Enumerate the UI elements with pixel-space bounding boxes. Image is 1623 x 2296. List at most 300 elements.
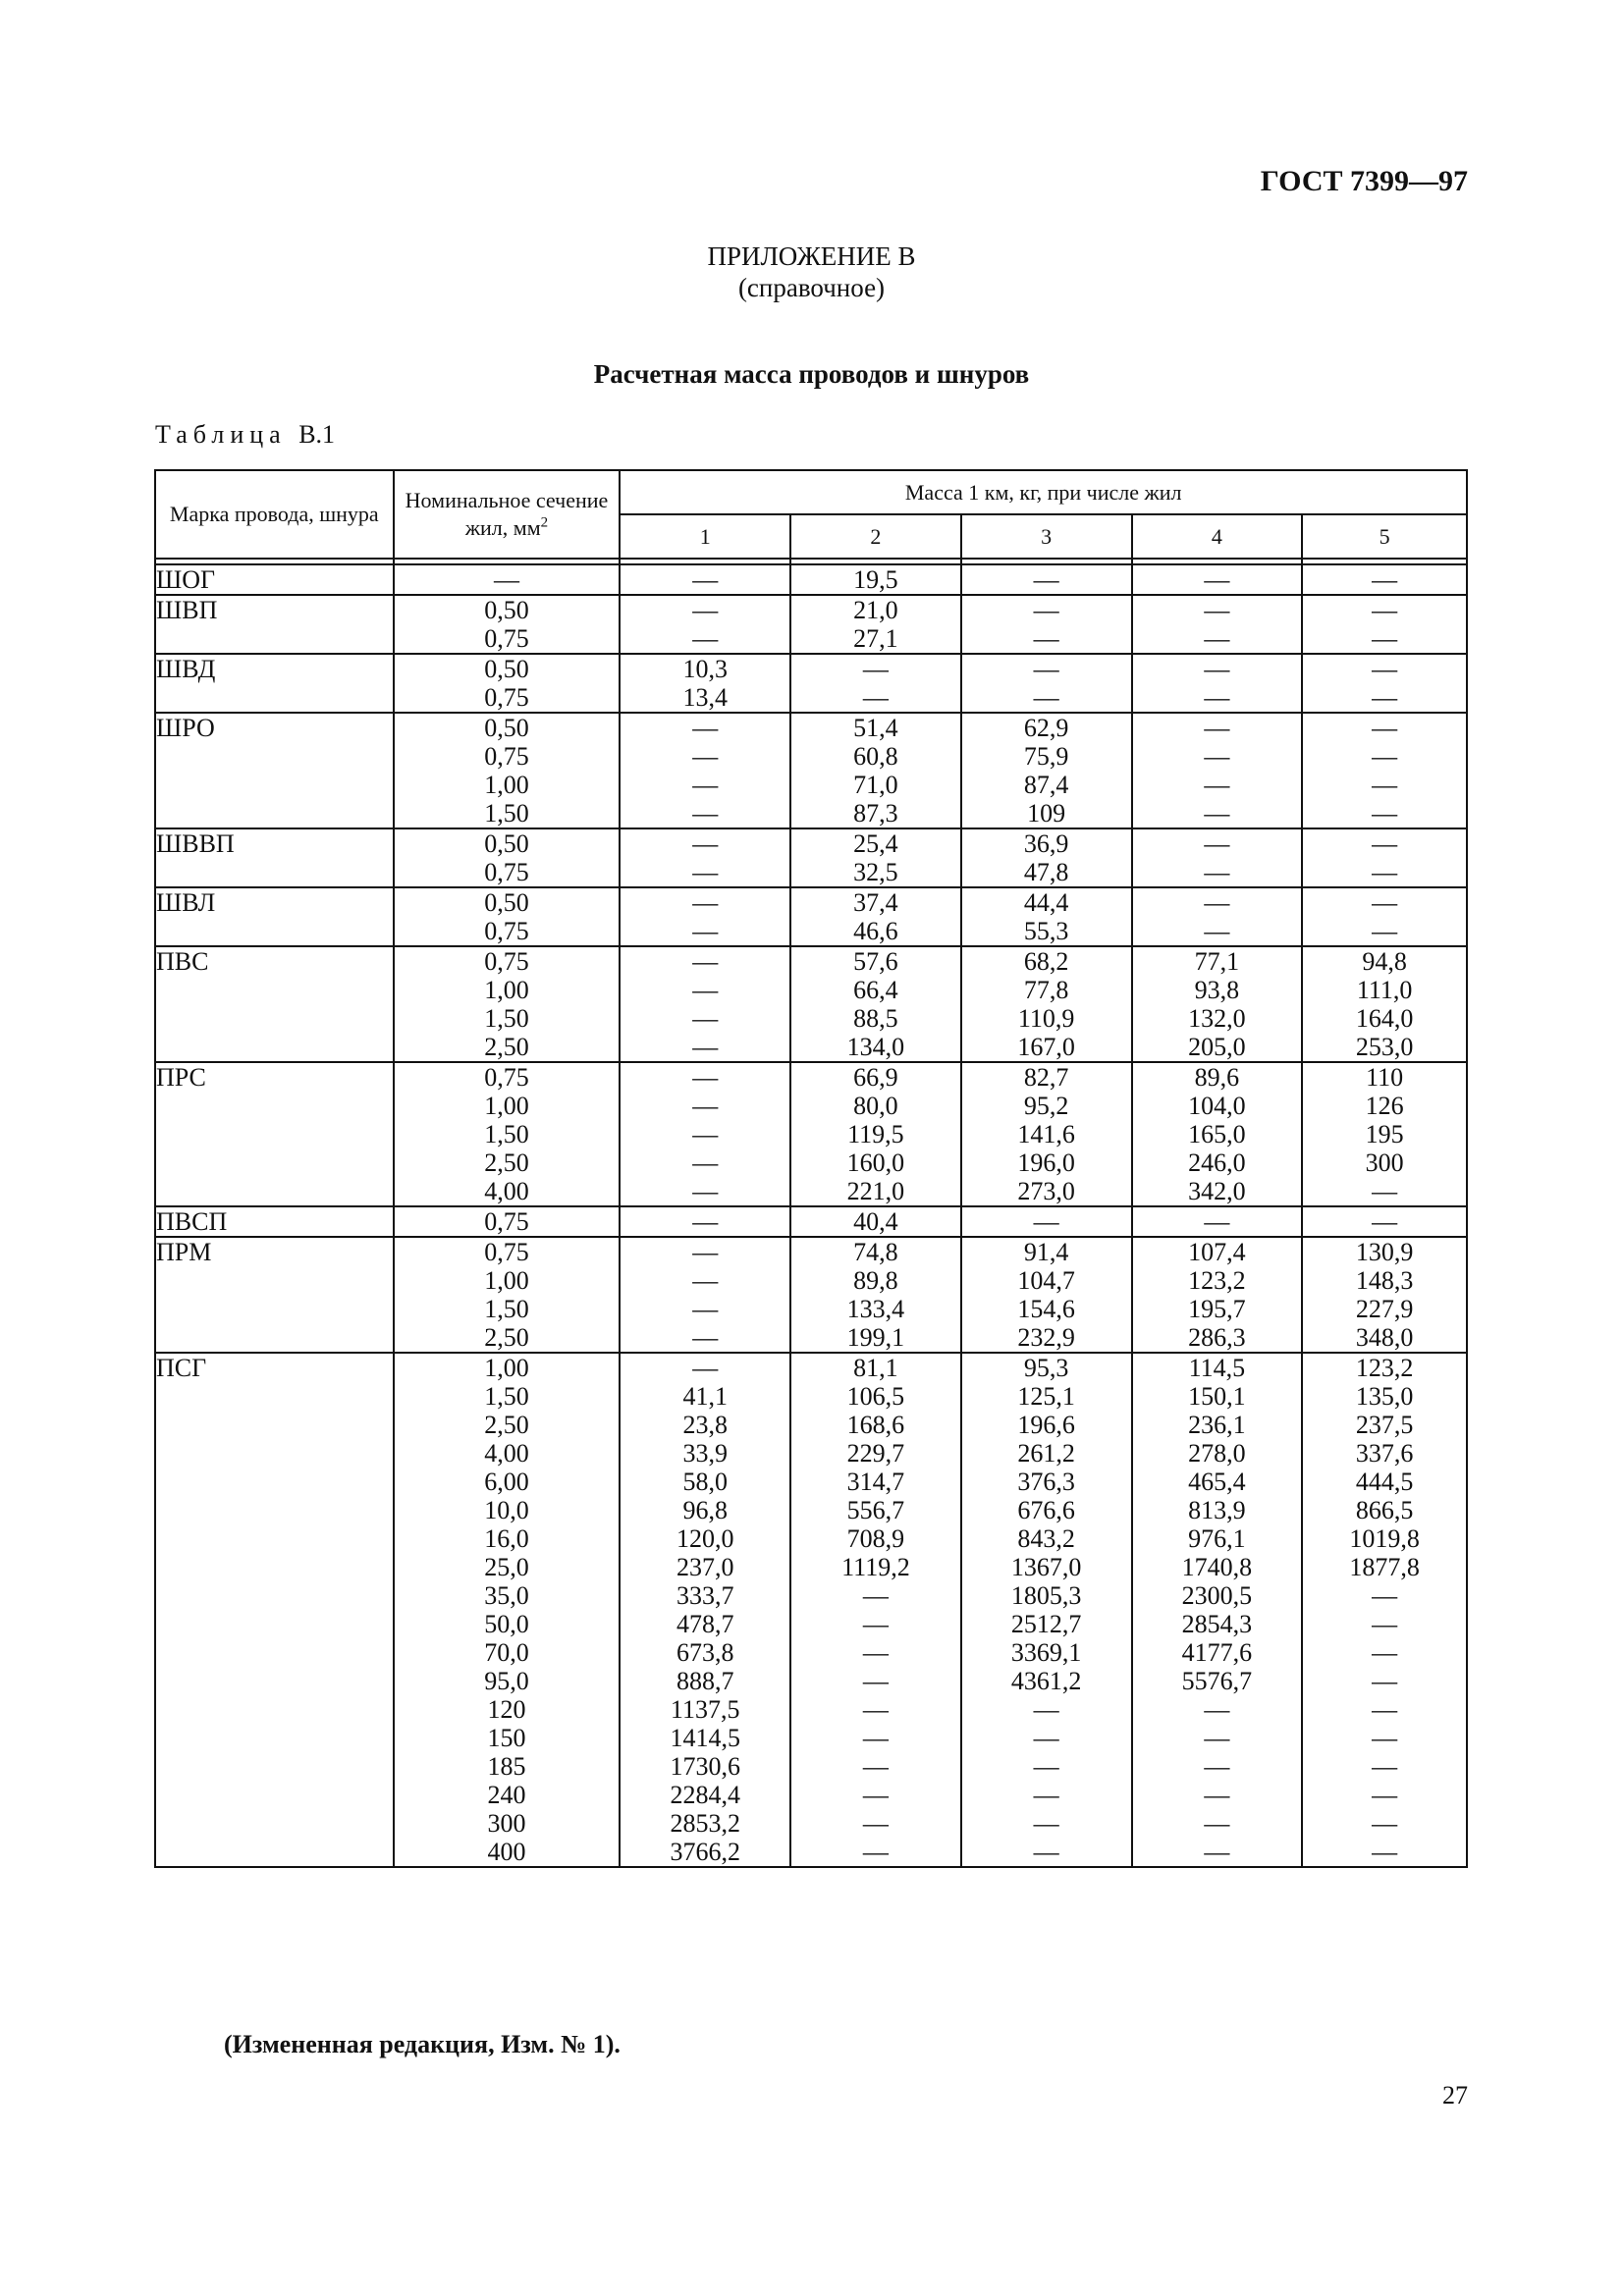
- cell-value: 109: [1027, 799, 1066, 828]
- table-row: [155, 713, 1467, 828]
- cell-value: 33,9: [682, 1439, 728, 1468]
- cell-value: 2,50: [484, 1411, 529, 1439]
- cell-value: 154,6: [1017, 1295, 1075, 1323]
- cell-value: —: [1204, 596, 1230, 624]
- cell-value: 1,50: [484, 1120, 529, 1148]
- cell-value: 1740,8: [1181, 1553, 1253, 1581]
- mass-cell-cores-3: [961, 946, 1132, 1062]
- cell-value: 1367,0: [1010, 1553, 1082, 1581]
- cell-value: —: [692, 888, 719, 917]
- mass-cell-cores-1: [620, 1206, 790, 1237]
- brand-cell: ПРМ: [155, 1237, 394, 1353]
- mass-cell-cores-1: [620, 654, 790, 713]
- cell-value: 2853,2: [670, 1809, 740, 1838]
- cell-value: 123,2: [1188, 1266, 1246, 1295]
- mass-cell-cores-1: [620, 713, 790, 828]
- cell-value: 35,0: [484, 1581, 529, 1610]
- cell-value: 0,50: [484, 596, 529, 624]
- cell-value: —: [1372, 742, 1398, 771]
- cell-value: —: [1372, 1809, 1398, 1838]
- section-cell: [394, 1206, 621, 1237]
- cell-value: 278,0: [1188, 1439, 1246, 1468]
- appendix-title: ПРИЛОЖЕНИЕ В: [707, 241, 916, 271]
- mass-cell-cores-3: [961, 713, 1132, 828]
- cell-value: —: [1033, 1838, 1059, 1866]
- mass-cell-cores-3: [961, 564, 1132, 595]
- header-cores-2: 2: [790, 514, 961, 559]
- cell-value: —: [862, 1638, 889, 1667]
- cell-value: 3766,2: [670, 1838, 740, 1866]
- mass-cell-cores-2: [790, 887, 961, 946]
- cell-value: 93,8: [1194, 976, 1240, 1004]
- cell-value: 376,3: [1017, 1468, 1075, 1496]
- section-title: Расчетная масса проводов и шнуров: [593, 359, 1030, 389]
- cell-value: 106,5: [846, 1382, 905, 1411]
- cell-value: —: [1204, 742, 1230, 771]
- cell-value: 55,3: [1023, 917, 1069, 945]
- cell-value: —: [692, 1033, 719, 1061]
- mass-cell-cores-5: [1302, 946, 1467, 1062]
- cell-value: 2284,4: [670, 1781, 740, 1809]
- cell-value: 41,1: [682, 1382, 728, 1411]
- mass-cell-cores-2: [790, 828, 961, 887]
- cell-value: —: [862, 1752, 889, 1781]
- cell-value: 1,50: [484, 1382, 529, 1411]
- cell-value: 400: [487, 1838, 526, 1866]
- cell-value: 2,50: [484, 1033, 529, 1061]
- cell-value: 95,3: [1023, 1354, 1069, 1382]
- mass-cell-cores-5: [1302, 1206, 1467, 1237]
- table-row: [155, 887, 1467, 946]
- cell-value: 0,75: [484, 858, 529, 886]
- cell-value: —: [1204, 624, 1230, 653]
- cell-value: 168,6: [846, 1411, 905, 1439]
- cell-value: —: [1033, 1695, 1059, 1724]
- cell-value: 16,0: [484, 1524, 529, 1553]
- cell-value: 110: [1366, 1063, 1404, 1092]
- cell-value: 813,9: [1188, 1496, 1246, 1524]
- cell-value: 0,75: [484, 742, 529, 771]
- cell-value: 199,1: [846, 1323, 905, 1352]
- cell-value: 80,0: [853, 1092, 898, 1120]
- cell-value: —: [862, 1610, 889, 1638]
- table-label: [155, 420, 335, 450]
- table-row: [155, 654, 1467, 713]
- cell-value: —: [692, 1148, 719, 1177]
- mass-cell-cores-4: [1132, 654, 1303, 713]
- cell-value: —: [1204, 683, 1230, 712]
- cell-value: 19,5: [853, 565, 898, 594]
- cell-value: 1119,2: [841, 1553, 910, 1581]
- table-row: [155, 595, 1467, 654]
- cell-value: 164,0: [1355, 1004, 1414, 1033]
- mass-cell-cores-3: [961, 887, 1132, 946]
- header-brand: Марка провода, шнура: [155, 470, 394, 559]
- cell-value: —: [692, 829, 719, 858]
- cell-value: —: [1372, 1752, 1398, 1781]
- cell-value: 70,0: [484, 1638, 529, 1667]
- cell-value: 1,00: [484, 771, 529, 799]
- section-cell: [394, 713, 621, 828]
- cell-value: 57,6: [853, 947, 898, 976]
- mass-cell-cores-4: [1132, 1353, 1303, 1867]
- cell-value: —: [862, 1809, 889, 1838]
- table-row: [155, 828, 1467, 887]
- mass-table: [154, 469, 1468, 1868]
- cell-value: —: [1204, 1838, 1230, 1866]
- cell-value: —: [1033, 1724, 1059, 1752]
- cell-value: —: [862, 1724, 889, 1752]
- cell-value: —: [1372, 624, 1398, 653]
- mass-cell-cores-2: [790, 713, 961, 828]
- cell-value: —: [862, 1581, 889, 1610]
- cell-value: 348,0: [1355, 1323, 1414, 1352]
- cell-value: 0,50: [484, 655, 529, 683]
- cell-value: 94,8: [1362, 947, 1407, 976]
- cell-value: 229,7: [846, 1439, 905, 1468]
- mass-cell-cores-1: [620, 887, 790, 946]
- cell-value: 237,0: [676, 1553, 734, 1581]
- section-cell: [394, 946, 621, 1062]
- cell-value: 478,7: [676, 1610, 734, 1638]
- cell-value: —: [692, 1238, 719, 1266]
- cell-value: 123,2: [1355, 1354, 1414, 1382]
- cell-value: 3369,1: [1010, 1638, 1082, 1667]
- cell-value: 196,6: [1017, 1411, 1075, 1439]
- mass-cell-cores-5: [1302, 1237, 1467, 1353]
- cell-value: —: [1372, 917, 1398, 945]
- cell-value: —: [1033, 596, 1059, 624]
- section-cell: [394, 595, 621, 654]
- cell-value: 708,9: [846, 1524, 905, 1553]
- mass-cell-cores-4: [1132, 713, 1303, 828]
- cell-value: 68,2: [1023, 947, 1069, 976]
- cell-value: 221,0: [846, 1177, 905, 1205]
- cell-value: —: [1372, 1610, 1398, 1638]
- section-cell: [394, 1237, 621, 1353]
- cell-value: 27,1: [853, 624, 898, 653]
- cell-value: 185: [487, 1752, 526, 1781]
- cell-value: 232,9: [1017, 1323, 1075, 1352]
- cell-value: —: [692, 1323, 719, 1352]
- cell-value: —: [1033, 1809, 1059, 1838]
- cell-value: 0,75: [484, 947, 529, 976]
- cell-value: 77,8: [1023, 976, 1069, 1004]
- cell-value: 1414,5: [670, 1724, 740, 1752]
- cell-value: 2,50: [484, 1323, 529, 1352]
- cell-value: 75,9: [1023, 742, 1069, 771]
- cell-value: 465,4: [1188, 1468, 1246, 1496]
- brand-cell: ПВС: [155, 946, 394, 1062]
- mass-cell-cores-1: [620, 1237, 790, 1353]
- cell-value: 40,4: [853, 1207, 898, 1236]
- cell-value: —: [1372, 1581, 1398, 1610]
- cell-value: —: [692, 947, 719, 976]
- cell-value: 165,0: [1188, 1120, 1246, 1148]
- cell-value: 1019,8: [1349, 1524, 1420, 1553]
- cell-value: —: [1372, 1695, 1398, 1724]
- mass-cell-cores-3: [961, 1353, 1132, 1867]
- document-code: ГОСТ 7399—97: [1260, 165, 1468, 197]
- brand-cell: ШВП: [155, 595, 394, 654]
- cell-value: 556,7: [846, 1496, 905, 1524]
- mass-cell-cores-2: [790, 564, 961, 595]
- cell-value: 0,75: [484, 917, 529, 945]
- cell-value: 89,8: [853, 1266, 898, 1295]
- cell-value: 66,9: [853, 1063, 898, 1092]
- cell-value: 25,0: [484, 1553, 529, 1581]
- cell-value: 4,00: [484, 1177, 529, 1205]
- mass-cell-cores-1: [620, 1062, 790, 1206]
- cell-value: 4177,6: [1181, 1638, 1253, 1667]
- brand-cell: ШВЛ: [155, 887, 394, 946]
- cell-value: 342,0: [1188, 1177, 1246, 1205]
- mass-cell-cores-5: [1302, 828, 1467, 887]
- mass-cell-cores-2: [790, 595, 961, 654]
- mass-cell-cores-2: [790, 654, 961, 713]
- cell-value: —: [1204, 858, 1230, 886]
- appendix-heading: [0, 240, 1623, 303]
- cell-value: 111,0: [1356, 976, 1413, 1004]
- cell-value: 1877,8: [1349, 1553, 1420, 1581]
- cell-value: 114,5: [1188, 1354, 1246, 1382]
- cell-value: 2512,7: [1010, 1610, 1082, 1638]
- cell-value: 81,1: [853, 1354, 898, 1382]
- mass-cell-cores-4: [1132, 887, 1303, 946]
- mass-cell-cores-1: [620, 828, 790, 887]
- cell-value: —: [1204, 1724, 1230, 1752]
- cell-value: —: [692, 771, 719, 799]
- cell-value: 150: [487, 1724, 526, 1752]
- cell-value: 0,50: [484, 888, 529, 917]
- cell-value: —: [1033, 624, 1059, 653]
- mass-cell-cores-5: [1302, 654, 1467, 713]
- cell-value: —: [1204, 1781, 1230, 1809]
- cell-value: 866,5: [1355, 1496, 1414, 1524]
- brand-cell: ПРС: [155, 1062, 394, 1206]
- cell-value: 976,1: [1188, 1524, 1246, 1553]
- cell-value: 104,0: [1188, 1092, 1246, 1120]
- cell-value: 0,75: [484, 1063, 529, 1092]
- cell-value: 1,50: [484, 1295, 529, 1323]
- cell-value: 236,1: [1188, 1411, 1246, 1439]
- cell-value: 91,4: [1023, 1238, 1069, 1266]
- cell-value: 0,75: [484, 683, 529, 712]
- cell-value: 240: [487, 1781, 526, 1809]
- cell-value: 10,3: [682, 655, 728, 683]
- cell-value: 5576,7: [1181, 1667, 1253, 1695]
- cell-value: 253,0: [1355, 1033, 1414, 1061]
- cell-value: 1,50: [484, 1004, 529, 1033]
- cell-value: 150,1: [1188, 1382, 1246, 1411]
- cell-value: 1805,3: [1010, 1581, 1082, 1610]
- cell-value: —: [1033, 565, 1059, 594]
- cell-value: 95,2: [1023, 1092, 1069, 1120]
- cell-value: —: [1204, 888, 1230, 917]
- cell-value: 1137,5: [670, 1695, 740, 1724]
- header-cores-1: 1: [620, 514, 790, 559]
- table-row: [155, 564, 1467, 595]
- cell-value: —: [1204, 714, 1230, 742]
- cell-value: 237,5: [1355, 1411, 1414, 1439]
- cell-value: 676,6: [1017, 1496, 1075, 1524]
- cell-value: 50,0: [484, 1610, 529, 1638]
- cell-value: 132,0: [1188, 1004, 1246, 1033]
- header-cores-5: 5: [1302, 514, 1467, 559]
- cell-value: 246,0: [1188, 1148, 1246, 1177]
- cell-value: 1,00: [484, 976, 529, 1004]
- cell-value: 134,0: [846, 1033, 905, 1061]
- table-row: [155, 1353, 1467, 1867]
- mass-cell-cores-4: [1132, 1062, 1303, 1206]
- mass-cell-cores-4: [1132, 595, 1303, 654]
- section-cell: [394, 1353, 621, 1867]
- brand-cell: ШВВП: [155, 828, 394, 887]
- cell-value: —: [1372, 1781, 1398, 1809]
- table-row: [155, 1206, 1467, 1237]
- cell-value: —: [1204, 655, 1230, 683]
- cell-value: 196,0: [1017, 1148, 1075, 1177]
- cell-value: 4361,2: [1010, 1667, 1082, 1695]
- mass-cell-cores-3: [961, 654, 1132, 713]
- cell-value: 13,4: [682, 683, 728, 712]
- mass-cell-cores-3: [961, 1206, 1132, 1237]
- cell-value: —: [1372, 888, 1398, 917]
- cell-value: 25,4: [853, 829, 898, 858]
- cell-value: 227,9: [1355, 1295, 1414, 1323]
- cell-value: —: [1204, 1752, 1230, 1781]
- section-cell: [394, 564, 621, 595]
- cell-value: 88,5: [853, 1004, 898, 1033]
- cell-value: —: [1204, 771, 1230, 799]
- brand-cell: ШВД: [155, 654, 394, 713]
- cell-value: 23,8: [682, 1411, 728, 1439]
- cell-value: —: [1372, 1667, 1398, 1695]
- cell-value: —: [1033, 1781, 1059, 1809]
- section-cell: [394, 828, 621, 887]
- brand-cell: ШРО: [155, 713, 394, 828]
- cell-value: —: [692, 624, 719, 653]
- cell-value: —: [1204, 1695, 1230, 1724]
- cell-value: 333,7: [676, 1581, 734, 1610]
- cell-value: 2300,5: [1181, 1581, 1253, 1610]
- section-cell: [394, 654, 621, 713]
- cell-value: 300: [1365, 1148, 1404, 1177]
- page-number: 27: [1442, 2081, 1468, 2109]
- cell-value: 110,9: [1017, 1004, 1075, 1033]
- cell-value: 120: [487, 1695, 526, 1724]
- cell-value: 87,3: [853, 799, 898, 828]
- cell-value: —: [692, 1354, 719, 1382]
- cell-value: 261,2: [1017, 1439, 1075, 1468]
- cell-value: 47,8: [1023, 858, 1069, 886]
- mass-cell-cores-4: [1132, 1206, 1303, 1237]
- cell-value: 95,0: [484, 1667, 529, 1695]
- cell-value: 6,00: [484, 1468, 529, 1496]
- mass-cell-cores-4: [1132, 946, 1303, 1062]
- cell-value: 843,2: [1017, 1524, 1075, 1553]
- cell-value: —: [692, 1266, 719, 1295]
- cell-value: 673,8: [676, 1638, 734, 1667]
- mass-cell-cores-5: [1302, 595, 1467, 654]
- cell-value: —: [1372, 771, 1398, 799]
- mass-cell-cores-2: [790, 1353, 961, 1867]
- cell-value: 82,7: [1023, 1063, 1069, 1092]
- mass-cell-cores-5: [1302, 713, 1467, 828]
- cell-value: —: [1033, 1207, 1059, 1236]
- cell-value: 125,1: [1017, 1382, 1075, 1411]
- cell-value: 1,50: [484, 799, 529, 828]
- mass-cell-cores-2: [790, 946, 961, 1062]
- header-cores-3: 3: [961, 514, 1132, 559]
- cell-value: 77,1: [1194, 947, 1240, 976]
- cell-value: 10,0: [484, 1496, 529, 1524]
- cell-value: —: [692, 1063, 719, 1092]
- cell-value: —: [692, 858, 719, 886]
- cell-value: 195,7: [1188, 1295, 1246, 1323]
- cell-value: —: [1033, 683, 1059, 712]
- mass-cell-cores-4: [1132, 1237, 1303, 1353]
- cell-value: 444,5: [1355, 1468, 1414, 1496]
- mass-cell-cores-2: [790, 1062, 961, 1206]
- cell-value: —: [862, 1781, 889, 1809]
- mass-cell-cores-3: [961, 1062, 1132, 1206]
- cell-value: 195: [1365, 1120, 1404, 1148]
- cell-value: —: [1204, 799, 1230, 828]
- cell-value: —: [1372, 1838, 1398, 1866]
- cell-value: 133,4: [846, 1295, 905, 1323]
- cell-value: —: [1372, 799, 1398, 828]
- cell-value: —: [1372, 565, 1398, 594]
- header-cores-4: 4: [1132, 514, 1303, 559]
- cell-value: 888,7: [676, 1667, 734, 1695]
- cell-value: 141,6: [1017, 1120, 1075, 1148]
- mass-cell-cores-5: [1302, 887, 1467, 946]
- mass-cell-cores-1: [620, 946, 790, 1062]
- cell-value: 1,00: [484, 1266, 529, 1295]
- cell-value: 119,5: [847, 1120, 904, 1148]
- cell-value: 107,4: [1188, 1238, 1246, 1266]
- cell-value: —: [1372, 683, 1398, 712]
- cell-value: —: [1372, 1638, 1398, 1667]
- cell-value: 135,0: [1355, 1382, 1414, 1411]
- table-label-number: В.1: [298, 420, 336, 449]
- cell-value: 160,0: [846, 1148, 905, 1177]
- cell-value: 0,50: [484, 829, 529, 858]
- cell-value: —: [862, 1838, 889, 1866]
- table-label-word: Таблица: [155, 420, 287, 449]
- mass-cell-cores-4: [1132, 828, 1303, 887]
- cell-value: 32,5: [853, 858, 898, 886]
- cell-value: 60,8: [853, 742, 898, 771]
- cell-value: 130,9: [1355, 1238, 1414, 1266]
- cell-value: 0,75: [484, 1207, 529, 1236]
- header-mass-group: Масса 1 км, кг, при числе жил: [620, 470, 1467, 514]
- cell-value: —: [862, 683, 889, 712]
- cell-value: 273,0: [1017, 1177, 1075, 1205]
- cell-value: 0,50: [484, 714, 529, 742]
- cell-value: 300: [487, 1809, 526, 1838]
- cell-value: —: [1372, 829, 1398, 858]
- cell-value: —: [493, 565, 519, 594]
- mass-cell-cores-3: [961, 828, 1132, 887]
- table-body: [155, 559, 1467, 1867]
- cell-value: —: [692, 596, 719, 624]
- mass-cell-cores-5: [1302, 564, 1467, 595]
- brand-cell: ПВСП: [155, 1206, 394, 1237]
- cell-value: 120,0: [676, 1524, 734, 1553]
- cell-value: —: [692, 1120, 719, 1148]
